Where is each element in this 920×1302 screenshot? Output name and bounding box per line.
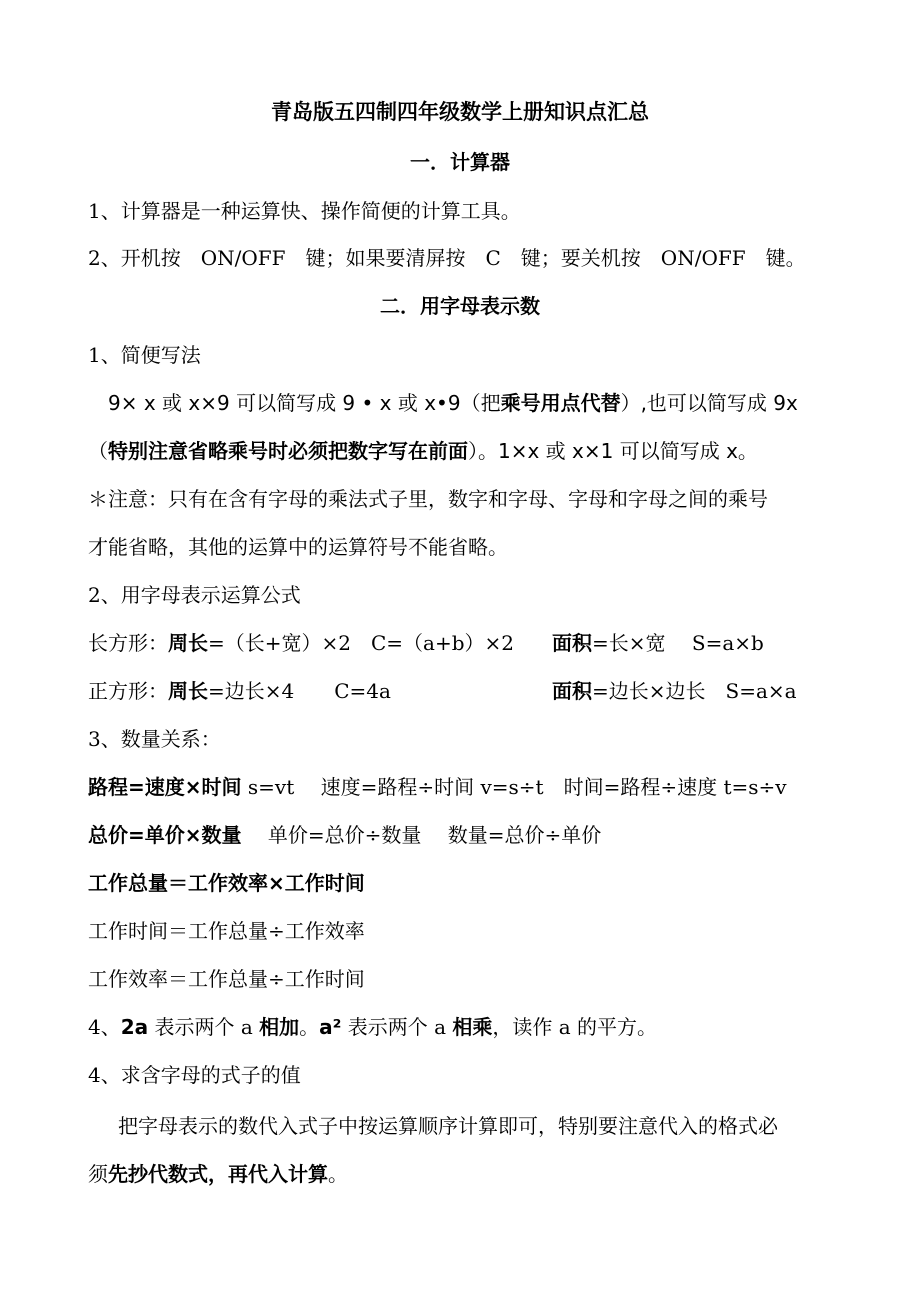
relation-row (88, 821, 601, 849)
text-run: 。 (299, 1015, 320, 1039)
text-run: （ (88, 439, 108, 463)
text-run: ）。1×x 或 x×1 可以简写成 x。 (468, 439, 758, 463)
formula-right (552, 677, 797, 705)
subsection-label: 4、求含字母的式子的值 (88, 1063, 301, 1087)
paragraph (88, 1013, 657, 1041)
formula-label: 面积 (552, 679, 592, 703)
paragraph: 2、开机按 ON/OFF 键；如果要清屏按 C 键；要关机按 ON/OFF 键。 (88, 246, 806, 270)
subsection-label: 2、用字母表示运算公式 (88, 583, 301, 607)
emphasis-text: 相乘 (452, 1015, 493, 1039)
paragraph (88, 1160, 348, 1188)
formula-left (88, 677, 391, 705)
shape-name: 正方形： (88, 679, 168, 703)
text-run: 表示两个 a (148, 1015, 260, 1039)
relation-row: 工作效率＝工作总量÷工作时间 (88, 967, 365, 991)
formula-label: 面积 (552, 631, 592, 655)
formula-row-square (88, 677, 838, 705)
paragraph: 1、计算器是一种运算快、操作简便的计算工具。 (88, 199, 521, 223)
emphasis-text: 2a (120, 1015, 149, 1039)
page-title: 青岛版五四制四年级数学上册知识点汇总 (271, 100, 649, 124)
relation-row: 工作时间＝工作总量÷工作效率 (88, 919, 365, 943)
text-run: 4、 (88, 1015, 121, 1039)
note-line: 才能省略，其他的运算中的运算符号不能省略。 (88, 535, 508, 559)
text-run: 单价=总价÷数量 数量=总价÷单价 (241, 823, 602, 847)
relation-row (88, 773, 787, 801)
text-run: 须 (88, 1162, 108, 1186)
formula-text: =（长+宽）×2 C=（a+b）×2 (208, 631, 515, 655)
formula-text: =长×宽 S=a×b (592, 631, 764, 655)
paragraph (108, 389, 798, 417)
subsection-label: 1、简便写法 (88, 343, 201, 367)
emphasis-text: 相加 (259, 1015, 300, 1039)
formula-left (88, 629, 514, 657)
emphasis-text: 总价=单价×数量 (88, 823, 242, 847)
formula-row-rectangle (88, 629, 838, 657)
text-run: 9× x 或 x×9 可以简写成 9 • x 或 x•9（把 (108, 391, 501, 415)
formula-text: =边长×4 C=4a (208, 679, 391, 703)
paragraph: 把字母表示的数代入式子中按运算顺序计算即可，特别要注意代入的格式必 (118, 1114, 778, 1138)
text-run: 。 (328, 1162, 348, 1186)
section-heading-letters: 二．用字母表示数 (380, 294, 540, 318)
shape-name: 长方形： (88, 631, 168, 655)
emphasis-text: 乘号用点代替 (500, 391, 621, 415)
paragraph (88, 437, 758, 465)
text-run: ）,也可以简写成 9x (620, 391, 798, 415)
formula-label: 周长 (168, 679, 208, 703)
formula-text: =边长×边长 S=a×a (592, 679, 797, 703)
emphasis-text: a² (319, 1015, 342, 1039)
relation-row: 工作总量＝工作效率×工作时间 (88, 871, 365, 895)
emphasis-text: 路程=速度×时间 (88, 775, 242, 799)
emphasis-text: 特别注意省略乘号时必须把数字写在前面 (108, 439, 468, 463)
text-run: s=vt 速度=路程÷时间 v=s÷t 时间=路程÷速度 t=s÷v (241, 775, 787, 799)
note-line: ＊注意：只有在含有字母的乘法式子里，数字和字母、字母和字母之间的乘号 (88, 487, 768, 511)
subsection-label: 3、数量关系： (88, 727, 221, 751)
formula-right (552, 629, 764, 657)
text-run: ，读作 a 的平方。 (492, 1015, 658, 1039)
emphasis-text: 先抄代数式，再代入计算 (108, 1162, 328, 1186)
formula-label: 周长 (168, 631, 208, 655)
section-heading-calculator: 一．计算器 (410, 150, 510, 174)
text-run: 表示两个 a (341, 1015, 453, 1039)
